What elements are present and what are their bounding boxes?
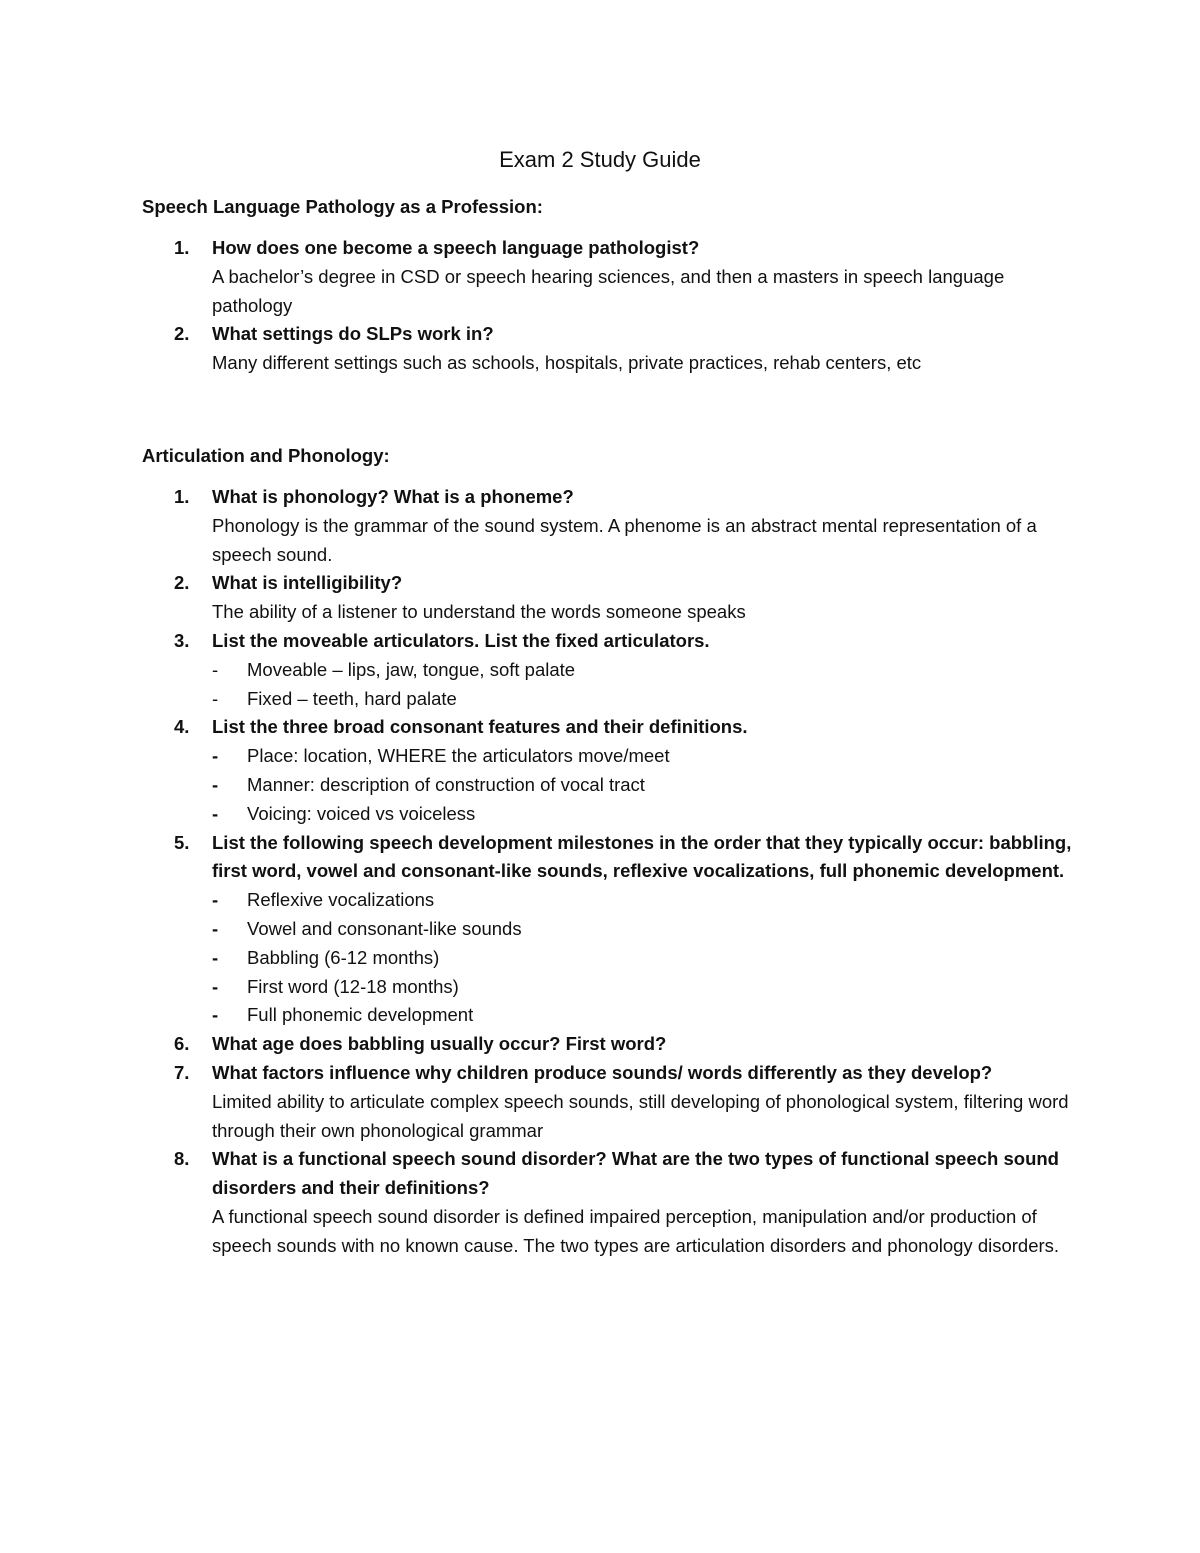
document-title: Exam 2 Study Guide [499, 147, 701, 172]
dash-bullet: - [212, 745, 219, 767]
question-number: 7. [174, 1061, 190, 1083]
answer-text: Limited ability to articulate complex speech sounds, still developing of phonological system, filtering word through their own phonological grammar [212, 1090, 1069, 1141]
list-item [212, 771, 1082, 800]
question-number: 3. [174, 629, 190, 651]
question-text: What age does babbling usually occur? First word? [212, 1033, 667, 1055]
answer-text: Phonology is the grammar of the sound system. A phenome is an abstract mental representation of a speech sound. [212, 514, 1037, 565]
list-item [212, 973, 1082, 1002]
dash-bullet: - [212, 889, 219, 911]
question-text: What settings do SLPs work in? [212, 323, 494, 345]
question-item [142, 829, 1082, 1031]
answer-text: The ability of a listener to understand the words someone speaks [212, 601, 746, 623]
question-item [142, 483, 1082, 569]
question-number: 8. [174, 1148, 190, 1170]
dash-bullet: - [212, 975, 219, 997]
dash-bullet: - [212, 773, 219, 795]
list-item [212, 944, 1082, 973]
list-item-text: Voicing: voiced vs voiceless [247, 802, 476, 824]
question-number: 2. [174, 572, 190, 594]
list-item-text: Full phonemic development [247, 1004, 474, 1026]
question-text: What is a functional speech sound disorder? What are the two types of functional speech sound disorders and their definitions? [212, 1148, 1059, 1199]
answer-text: A bachelor’s degree in CSD or speech hearing sciences, and then a masters in speech language pathology [212, 265, 1005, 316]
question-item [142, 1059, 1082, 1145]
section-heading: Speech Language Pathology as a Profession: [142, 196, 543, 217]
question-number: 1. [174, 237, 190, 258]
question-number: 4. [174, 716, 190, 738]
question-text: List the three broad consonant features and their definitions. [212, 716, 748, 738]
section-articulation-phonology [142, 442, 1082, 1261]
list-item-text: Reflexive vocalizations [247, 889, 435, 911]
dash-bullet: - [212, 687, 219, 709]
question-text: List the moveable articulators. List the fixed articulators. [212, 629, 710, 651]
list-item-text: Vowel and consonant-like sounds [247, 917, 522, 939]
question-item [142, 713, 1082, 828]
list-item [212, 1001, 1082, 1030]
answer-text: A functional speech sound disorder is defined impaired perception, manipulation and/or production of speech sounds with no known cause. The two types are articulation disorders and phonology disorders. [212, 1205, 1060, 1256]
question-item [142, 320, 1082, 378]
dash-bullet: - [212, 802, 219, 824]
dash-bullet: - [212, 917, 219, 939]
question-number: 1. [174, 486, 190, 507]
dash-bullet: - [212, 1004, 219, 1026]
dash-bullet: - [212, 946, 219, 968]
question-item [142, 569, 1082, 627]
question-text: How does one become a speech language pathologist? [212, 237, 700, 258]
question-item [142, 1030, 1082, 1059]
list-item-text: Moveable – lips, jaw, tongue, soft palate [247, 658, 576, 680]
question-text: List the following speech development milestones in the order that they typically occur: babbling, first word, vowel and consonant-like sounds, reflexive vocalizations, full phonemic development. [212, 831, 1072, 882]
list-item [212, 685, 1082, 714]
question-text: What is phonology? What is a phoneme? [212, 486, 574, 507]
list-item-text: Place: location, WHERE the articulators move/meet [247, 745, 670, 767]
answer-text: Many different settings such as schools, hospitals, private practices, rehab centers, etc [212, 352, 922, 374]
section-slp-profession [142, 193, 1082, 378]
list-item [212, 886, 1082, 915]
question-number: 5. [174, 831, 190, 853]
question-item [142, 627, 1082, 713]
list-item [212, 656, 1082, 685]
list-item [212, 800, 1082, 829]
dash-bullet: - [212, 658, 219, 680]
question-number: 2. [174, 323, 190, 345]
question-text: What factors influence why children produce sounds/ words differently as they develop? [212, 1061, 993, 1083]
question-item [142, 234, 1082, 320]
section-heading: Articulation and Phonology: [142, 445, 390, 466]
list-item-text: Babbling (6-12 months) [247, 946, 440, 968]
list-item-text: Fixed – teeth, hard palate [247, 687, 457, 709]
question-number: 6. [174, 1033, 190, 1055]
list-item-text: Manner: description of construction of vocal tract [247, 773, 645, 795]
question-item [142, 1145, 1082, 1260]
question-text: What is intelligibility? [212, 572, 403, 594]
list-item-text: First word (12-18 months) [247, 975, 459, 997]
list-item [212, 742, 1082, 771]
list-item [212, 915, 1082, 944]
